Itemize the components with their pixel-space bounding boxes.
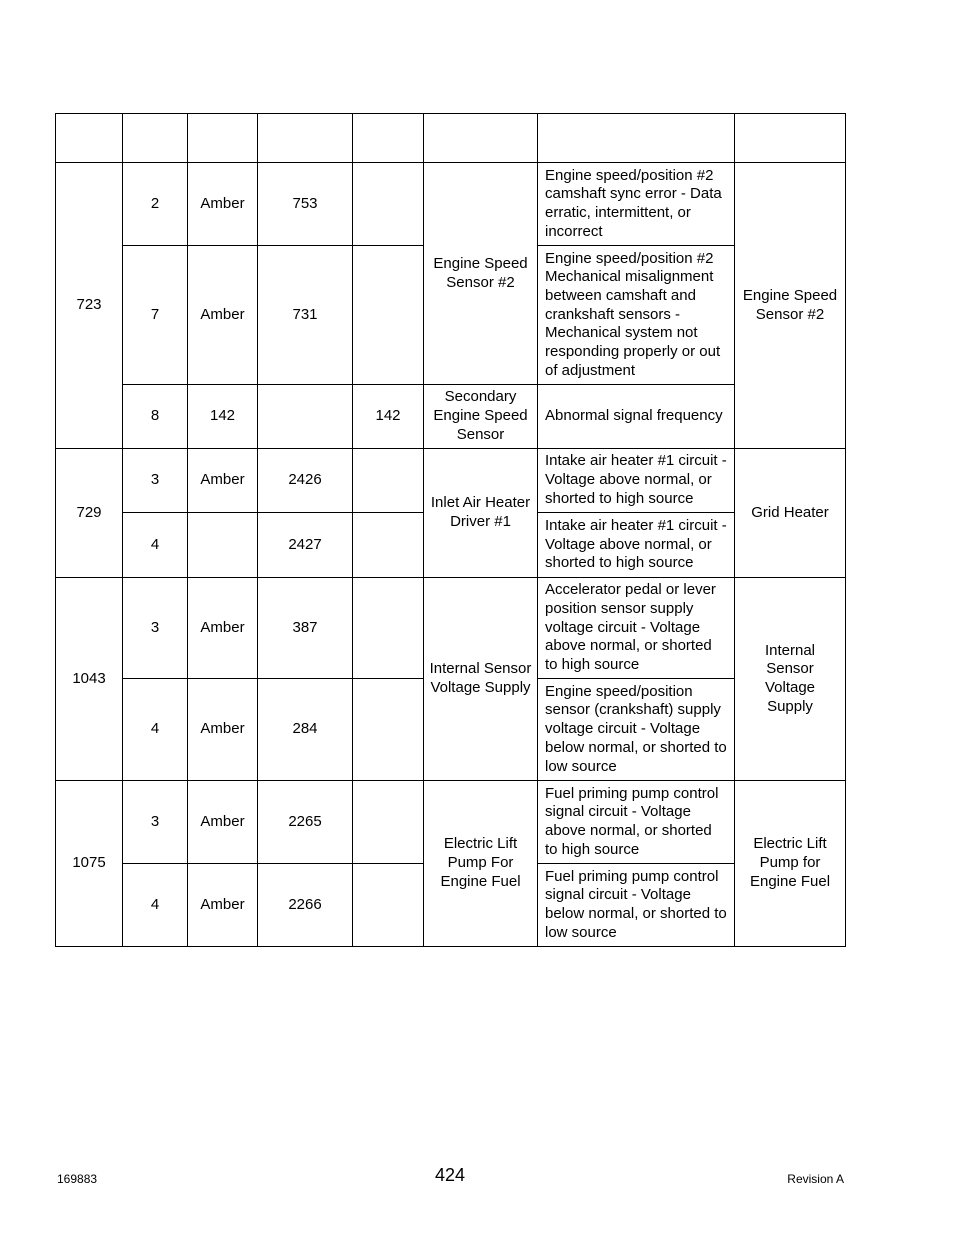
fmi-cell: 4 (123, 679, 188, 781)
component-cell: Electric Lift Pump For Engine Fuel (424, 781, 538, 947)
extra-cell (353, 578, 424, 679)
header-cell (258, 114, 353, 163)
code-cell: 753 (258, 163, 353, 246)
fmi-cell: 3 (123, 781, 188, 864)
component-cell: Secondary Engine Speed Sensor (424, 385, 538, 449)
table-row (56, 781, 846, 864)
extra-cell (353, 864, 424, 947)
lamp-cell: Amber (188, 449, 258, 513)
lamp-cell: Amber (188, 679, 258, 781)
code-cell: 2265 (258, 781, 353, 864)
code-cell (258, 385, 353, 449)
extra-cell (353, 513, 424, 578)
description-cell: Fuel priming pump control signal circuit - Voltage below normal, or shorted to low source (538, 864, 735, 947)
extra-cell (353, 781, 424, 864)
lamp-cell (188, 513, 258, 578)
description-cell: Abnormal signal frequency (538, 385, 735, 449)
code-cell: 731 (258, 246, 353, 385)
lamp-cell: 142 (188, 385, 258, 449)
header-cell (188, 114, 258, 163)
extra-cell: 142 (353, 385, 424, 449)
table-row (56, 163, 846, 246)
description-cell: Intake air heater #1 circuit - Voltage above normal, or shorted to high source (538, 449, 735, 513)
fmi-cell: 8 (123, 385, 188, 449)
header-cell (353, 114, 424, 163)
fmi-cell: 2 (123, 163, 188, 246)
component-cell: Inlet Air Heater Driver #1 (424, 449, 538, 578)
system-cell: Internal Sensor Voltage Supply (735, 578, 846, 781)
description-cell: Intake air heater #1 circuit - Voltage above normal, or shorted to high source (538, 513, 735, 578)
lamp-cell: Amber (188, 246, 258, 385)
description-cell: Engine speed/position sensor (crankshaft) supply voltage circuit - Voltage below normal, or shorted to low source (538, 679, 735, 781)
spn-cell: 729 (56, 449, 123, 578)
spn-cell: 1043 (56, 578, 123, 781)
code-cell: 2427 (258, 513, 353, 578)
system-cell: Grid Heater (735, 449, 846, 578)
fmi-cell: 7 (123, 246, 188, 385)
system-cell: Engine Speed Sensor #2 (735, 163, 846, 449)
table-row (56, 385, 846, 449)
header-row (56, 114, 846, 163)
system-cell: Electric Lift Pump for Engine Fuel (735, 781, 846, 947)
table-row (56, 449, 846, 513)
fmi-cell: 4 (123, 513, 188, 578)
fmi-cell: 4 (123, 864, 188, 947)
component-cell: Engine Speed Sensor #2 (424, 163, 538, 385)
description-cell: Fuel priming pump control signal circuit - Voltage above normal, or shorted to high source (538, 781, 735, 864)
component-cell: Internal Sensor Voltage Supply (424, 578, 538, 781)
header-cell (538, 114, 735, 163)
description-cell: Engine speed/position #2 camshaft sync error - Data erratic, intermittent, or incorrect (538, 163, 735, 246)
code-cell: 2426 (258, 449, 353, 513)
spn-cell: 1075 (56, 781, 123, 947)
header-cell (735, 114, 846, 163)
lamp-cell: Amber (188, 781, 258, 864)
extra-cell (353, 679, 424, 781)
description-cell: Engine speed/position #2 Mechanical misalignment between camshaft and crankshaft sensors - Mechanical system not responding properly or out of adjustment (538, 246, 735, 385)
code-cell: 387 (258, 578, 353, 679)
fault-code-table (55, 113, 846, 947)
spn-cell: 723 (56, 163, 123, 449)
fmi-cell: 3 (123, 449, 188, 513)
lamp-cell: Amber (188, 163, 258, 246)
document-number: 169883 (57, 1172, 98, 1186)
page-number: 424 (434, 1165, 466, 1185)
code-cell: 284 (258, 679, 353, 781)
lamp-cell: Amber (188, 864, 258, 947)
header-cell (424, 114, 538, 163)
revision-label: Revision A (787, 1172, 844, 1186)
extra-cell (353, 449, 424, 513)
lamp-cell: Amber (188, 578, 258, 679)
header-cell (123, 114, 188, 163)
header-cell (56, 114, 123, 163)
code-cell: 2266 (258, 864, 353, 947)
description-cell: Accelerator pedal or lever position sensor supply voltage circuit - Voltage above normal, or shorted to high source (538, 578, 735, 679)
table-row (56, 578, 846, 679)
extra-cell (353, 163, 424, 246)
extra-cell (353, 246, 424, 385)
fmi-cell: 3 (123, 578, 188, 679)
